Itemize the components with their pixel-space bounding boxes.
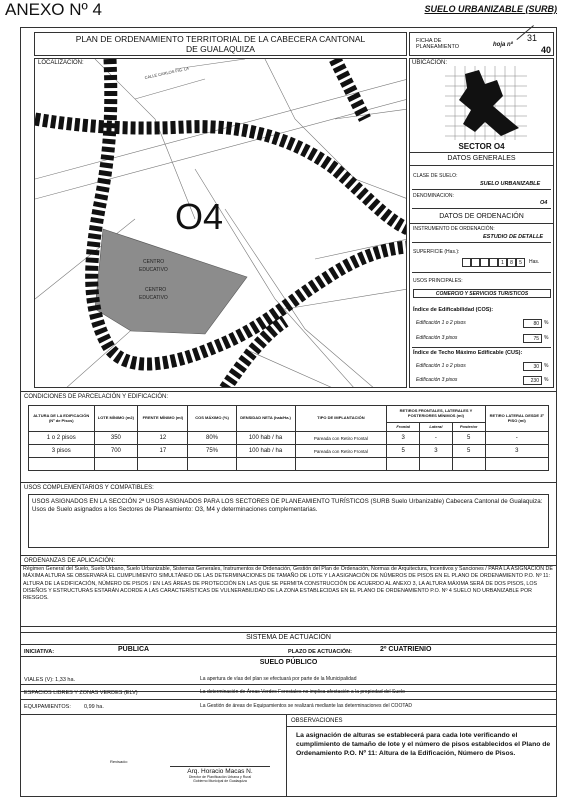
instrumento-label: INSTRUMENTO DE ORDENACIÓN: [413,226,495,232]
cell-lote: 350 [94,432,138,445]
iniciativa-label: INICIATIVA: [24,649,55,655]
header-tipo: TIPO DE IMPLANTACIÓN [295,406,387,432]
area-label-2: EDUCATIVO [139,267,168,273]
header-frontal: Frontal [387,422,420,431]
localizacion-box [34,58,407,388]
header-retiros: RETIROS FRONTALES, LATERALES Y POSTERIORES MÍNIMOS (ml) [387,406,485,423]
techo-row-unit: % [544,377,549,383]
techo-row-value: 230 [523,376,542,385]
parcelacion-title: CONDICIONES DE PARCELACIÓN Y EDIFICACIÓN: [24,394,169,400]
actuacion-title: SISTEMA DE ACTUACIÓN [246,634,331,641]
header-frente: FRENTE MÍNIMO (ml) [138,406,188,432]
header-cos: COS MÁXIMO (%) [188,406,236,432]
educational-area [95,229,247,334]
superficie-digit: 5 [516,258,525,267]
cell-retiro-lateral: 3 [485,445,548,458]
ubicacion-map [445,66,527,140]
usos-complementarios-text: USOS ASIGNADOS EN LA SECCIÓN 2ª USOS ASIGNADOS PARA LOS SECTORES DE PLANEAMIENTO TURÍSTICOS (SURB Suelo Urbanizable) Cabecera Cantonal de Gualaquiza: Usos de Suelo asignados a los Sectores de Planeamiento: O3, M4 y determinaciones complementarias. [32,498,543,513]
observaciones-text: La asignación de alturas se establecerá para cada lote verificando el cumplimiento de tamaño de lote y el número de pisos establecidos el Plano de Ordenamiento P.O. Nº 11: Altura de la Edificación, Número de Pisos. [296,732,551,757]
viales-label: VIALES (V): 1,33 ha. [24,677,76,683]
viales-text: La apertura de vías del plan se efectuará por parte de la Municipalidad [200,676,357,682]
clase-label: CLASE DE SUELO: [413,173,458,179]
ordenanzas-text: Régimen General del Suelo, Suelo Urbano, Suelo Urbanizable, Sistemas Generales, Instrumentos de Ordenación, Gestión del Plan de Ordenación, Normas de Arquitectura, Incentivos y Sanciones / PARA LA ASIGNACIÓN DE MÁXIMA ALTURA SE OBSERVARÁ EL CUMPLIMIENTO SIMULTÁNEO DE LAS DETERMINACIONES DE TAMAÑO DE LOTE Y LA ASIGNACIÓN DE NÚMEROS DE PISOS EN EL PLANO DE ORDENAMIENTO P.O. Nº 11: ALTURA DE LA EDIFICACIÓN, NÚMERO DE PISOS / EN LAS ÁREAS DE PROTECCIÓN EN LAS QUE SE PERMITA CONSTRUCCIÓN DE ACUERDO AL ANEXO 3, LA ALTURA MÁXIMA SERÁ DE DOS PISOS, LOS DISEÑOS Y ESTRUCTURAS ESTARÁN ACORDE A LAS CARACTERÍSTICAS DE VULNERABILIDAD DE LA ZONA ESTABLECIDAS EN EL PLANO DE ORDENAMIENTO P.O. Nº 4 SUELO NO URBANIZABLE POR RIESGOS. [23,566,553,602]
ficha-label-1: FICHA DE [416,38,442,44]
header-altura: ALTURA DE LA EDIFICACIÓN (Nº de Pisos) [29,406,95,432]
observaciones-title: OBSERVACIONES [291,718,343,724]
cell-frontal: 5 [387,445,420,458]
usos-principales-value: COMERCIO Y SERVICIOS TURISTICOS [413,289,551,298]
cell-posterior: 5 [452,445,485,458]
denominacion-label: DENOMINACION: [413,193,454,199]
espacios-label: ESPACIOS LIBRES Y ZONAS VERDES (ELV) [24,690,138,696]
edificabilidad-title: Índice de Edificabilidad (COS): [413,307,494,313]
ubicacion-grid-svg [445,66,527,140]
edif-row-unit: % [544,320,549,326]
clase-value: SUELO URBANIZABLE [480,181,541,187]
techo-title: Índice de Techo Máximo Edificable (CUS): [413,350,523,356]
techo-row-label: Edificación 3 pisos [416,377,458,383]
cell-posterior: 5 [452,432,485,445]
superficie-digit [489,258,498,267]
table-row [29,432,549,445]
plazo-label: PLAZO DE ACTUACIÓN: [288,649,352,655]
sector-title: SECTOR O4 [458,142,505,151]
cell-altura: 3 pisos [29,445,95,458]
iniciativa-value: PÚBLICA [118,646,150,653]
edif-row-value: 75 [523,334,542,343]
page-title: ANEXO Nº 4 [5,0,102,19]
techo-row-value: 30 [523,362,542,371]
ficha-label-2: PLANEAMIENTO [416,44,459,51]
superficie-unit: Has. [529,259,540,265]
superficie-boxes [462,258,525,267]
techo-row-unit: % [544,363,549,369]
datos-ordenacion-heading: DATOS DE ORDENACIÓN [439,213,524,220]
header-posterior: Posterior [452,422,485,431]
espacios-text: La determinación de Áreas Verdes Forestales no implica afectación a la propiedad del Suelo [200,689,405,695]
area-label-1: CENTRO [143,259,165,265]
suelo-publico-heading: SUELO PÚBLICO [259,659,318,666]
plazo-value: 2º CUATRIENIO [380,646,432,653]
superficie-label: SUPERFICIE (Has.): [413,249,460,255]
cell-cos: 75% [188,445,236,458]
header-lateral: Lateral [420,422,453,431]
superficie-digit [480,258,489,267]
instrumento-value: ESTUDIO DE DETALLE [483,234,544,240]
signature-block [160,768,280,783]
denominacion-value: O4 [540,200,548,206]
usos-complementarios-title: USOS COMPLEMENTARIOS Y COMPATIBLES: [24,485,154,491]
area-label-3: CENTRO [145,287,167,293]
edif-row-unit: % [544,335,549,341]
hoja-total: 40 [540,45,551,55]
cell-altura: 1 o 2 pisos [29,432,95,445]
plan-title-line1: PLAN DE ORDENAMIENTO TERRITORIAL DE LA CABECERA CANTONAL [75,34,366,44]
area-label-4: EDUCATIVO [139,295,168,301]
ordenanzas-title: ORDENANZAS DE APLICACIÓN: [24,558,116,564]
cell-cos: 80% [188,432,236,445]
equipamientos-value: 0,99 ha. [84,704,104,710]
cell-lateral: 3 [420,445,453,458]
hoja-number: 31 [527,33,538,43]
table-row [29,445,549,458]
header-densidad: DENSIDAD NETA (hab/Ha.) [236,406,295,432]
signer-name: Arq. Horacio Macas N. [187,768,253,775]
location-map [35,59,407,388]
edif-row-value: 80 [523,319,542,328]
category-label: SUELO URBANIZABLE (SURB) [424,4,557,14]
sector-map-label: O4 [175,196,224,237]
cell-densidad: 100 hab / ha [236,432,295,445]
equipamientos-label: EQUIPAMIENTOS: [24,704,71,710]
superficie-digit: 8 [507,258,516,267]
datos-generales-heading: DATOS GENERALES [447,155,516,162]
hoja-fraction [526,33,552,55]
edif-row-label: Edificación 1 o 2 pisos [416,320,466,326]
ficha-label [416,38,459,51]
edif-row-label: Edificación 3 pisos [416,335,458,341]
superficie-digit [471,258,480,267]
hoja-label: hoja nº [493,42,513,48]
cell-tipo: Pareada con Retiro Frontal [295,445,387,458]
cell-tipo: Pareada con Retiro Frontal [295,432,387,445]
cell-frontal: 3 [387,432,420,445]
header-lote: LOTE MÍNIMO (m2) [94,406,138,432]
plan-title [34,34,407,54]
street-label: CALLE CARLOS FIG. LA [144,65,190,80]
plan-title-line2: DE GUALAQUIZA [186,44,255,54]
parcelacion-table [28,405,549,471]
boundary-road-4 [335,59,365,119]
signer-institution: Gobierno Municipal de Gualaquiza [193,779,247,783]
cell-lateral: - [420,432,453,445]
superficie-digit [462,258,471,267]
table-row-empty [29,458,549,471]
localizacion-label: LOCALIZACION: [38,60,84,66]
cell-retiro-lateral: - [485,432,548,445]
usos-principales-label: USOS PRINCIPALES: [413,278,463,284]
techo-row-label: Edificación 1 o 2 pisos [416,363,466,369]
superficie-digit: 1 [498,258,507,267]
cell-densidad: 100 hab / ha [236,445,295,458]
header-retiro-lateral: RETIRO LATERAL DESDE 3º PISO (ml) [485,406,548,432]
equipamientos-text: La Gestión de áreas de Equipamientos se realizará mediante las determinaciones del COOTAD [200,703,412,709]
cell-frente: 17 [138,445,188,458]
cell-frente: 12 [138,432,188,445]
revisado-label: Revisado: [110,759,128,764]
cell-lote: 700 [94,445,138,458]
ubicacion-label: UBICACION: [412,60,448,66]
signer-role: Director de Planificación Urbana y Rural [188,775,252,779]
